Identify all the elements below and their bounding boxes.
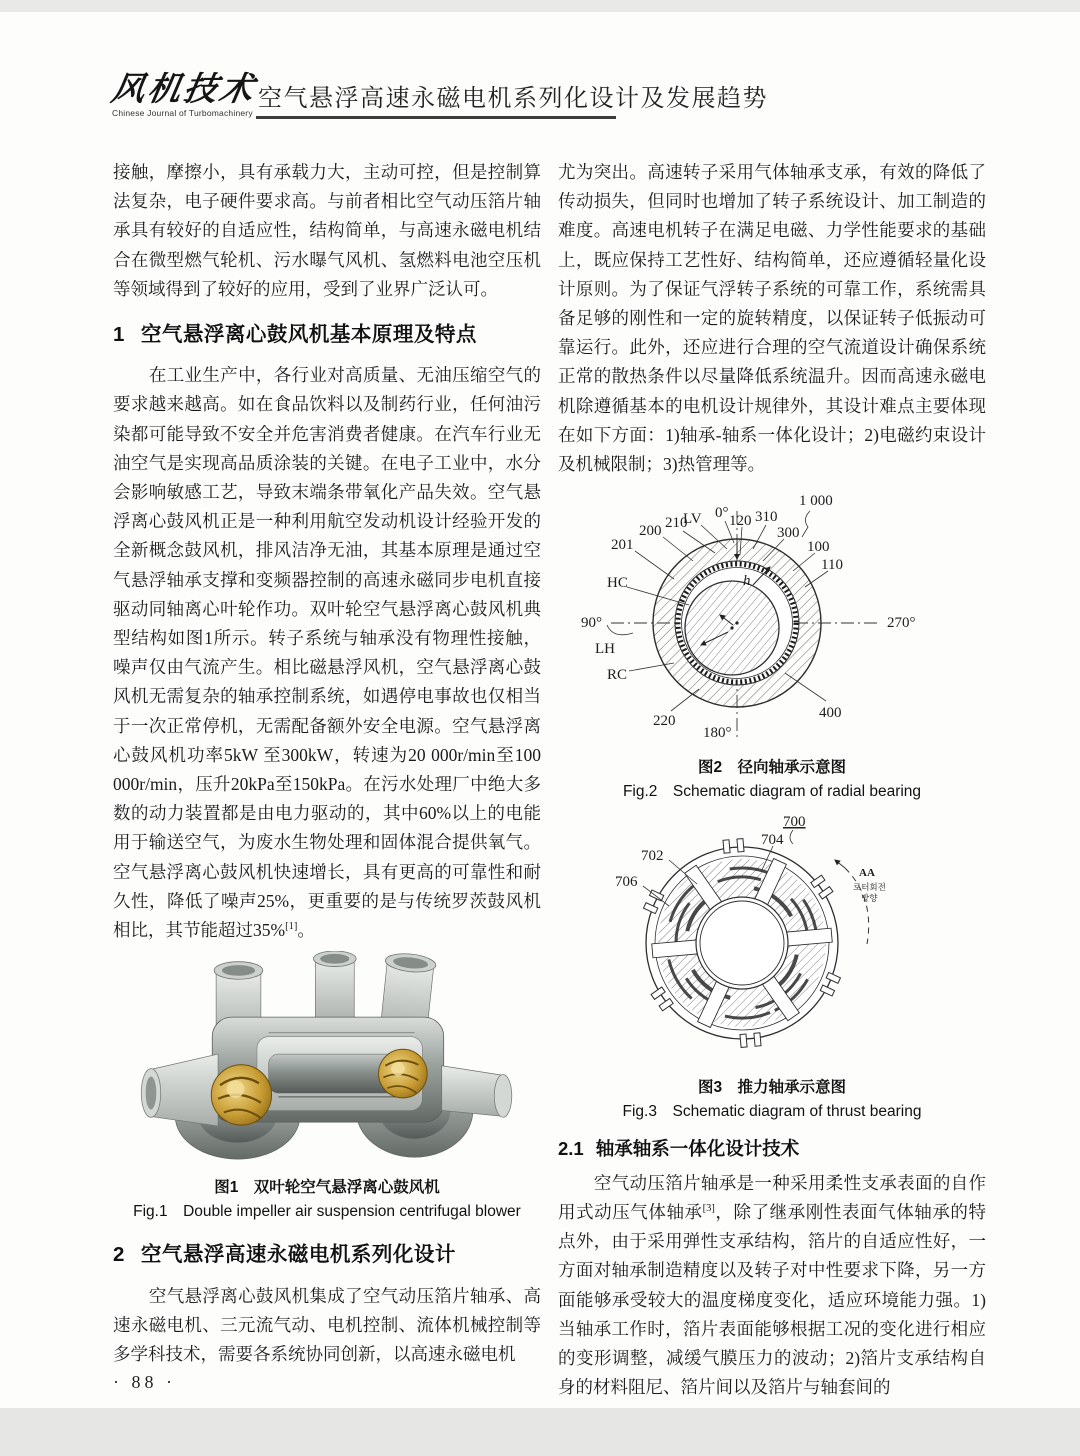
body-paragraph <box>113 361 541 945</box>
fig3-label-702: 702 <box>641 848 664 865</box>
running-title: 空气悬浮高速永磁电机系列化设计及发展趋势 <box>258 85 768 112</box>
fig2-label-lv: LV <box>683 511 702 528</box>
fig3-label-aa: AA <box>859 867 875 880</box>
thrust-bearing-figure <box>577 810 967 1062</box>
section-heading-2 <box>113 1240 541 1269</box>
left-column <box>113 158 541 1369</box>
page-header <box>108 64 992 134</box>
fig2-label-0deg: 0° <box>715 505 729 522</box>
fig2-label-180deg: 180° <box>703 725 732 742</box>
radial-bearing-figure <box>577 485 967 743</box>
fig3-label-aa-sub1: 로터회전 <box>853 882 886 893</box>
figure-2-caption-zh: 图2 径向轴承示意图 <box>697 759 847 777</box>
journal-logo-title: 风机技术 <box>108 69 260 108</box>
figure-2 <box>558 485 986 752</box>
fig2-label-400: 400 <box>819 705 842 722</box>
journal-logo-subtitle: Chinese Journal of Turbomachinery <box>112 108 253 118</box>
figure-1-caption <box>113 1176 541 1224</box>
fig2-label-lh: LH <box>595 641 615 658</box>
section-number: 2 <box>113 1243 125 1267</box>
body-paragraph <box>558 1169 986 1403</box>
subsection-heading-2-1 <box>558 1134 986 1163</box>
body-paragraph: 空气悬浮离心鼓风机集成了空气动压箔片轴承、高速永磁电机、三元流气动、电机控制、流体机械控制等多学科技术，需要各系统协同创新，以高速永磁电机 <box>113 1285 541 1365</box>
fig2-label-310: 310 <box>755 509 778 526</box>
subsection-title: 轴承轴系一体化设计技术 <box>595 1137 800 1159</box>
fig3-label-706: 706 <box>615 874 638 891</box>
citation-mark: [1] <box>285 921 298 933</box>
paragraph-text: 。 <box>297 920 315 941</box>
figure-2-caption <box>558 756 986 804</box>
figure-3 <box>558 810 986 1071</box>
section-title: 空气悬浮离心鼓风机基本原理及特点 <box>140 323 477 347</box>
fig2-label-200: 200 <box>639 523 662 540</box>
fig2-label-90deg: 90° <box>581 615 602 632</box>
scan-edge <box>0 1408 1080 1456</box>
fig2-label-220: 220 <box>653 713 676 730</box>
figure-2-caption-en: Fig.2 Schematic diagram of radial bearing <box>622 783 922 801</box>
fig2-label-rc: RC <box>607 667 628 684</box>
inlet-pipe-mid <box>313 951 356 1027</box>
paragraph-text: 空气动压箔片轴承是一种采用柔性支承表面的自作用式动压气体轴承 <box>558 1172 986 1223</box>
page-number: · 88 · <box>113 1372 176 1392</box>
blower-render-image <box>122 951 532 1163</box>
fig3-label-704: 704 <box>761 832 784 849</box>
paragraph-text: ，除了继承刚性表面气体轴承的特点外，由于采用弹性支承结构，箔片的自适应性好，一方面对轴承制造精度以及转子对中性要求下降，另一方面能够承受较大的温度梯度变化，适应环境能力强。1)当轴承工作时，箔片表面能够根据工况的变化进行相应的变形调整，减缓气膜压力的波动；2)箔片支承结构自身的材料阻尼、箔片间以及箔片与轴套间的 <box>558 1202 986 1398</box>
fig2-label-300: 300 <box>777 525 800 542</box>
figure-3-caption-en: Fig.3 Schematic diagram of thrust bearing <box>622 1102 922 1120</box>
fig2-label-1000: 1 000 <box>799 493 833 510</box>
figure-3-caption <box>558 1076 986 1124</box>
fig2-label-210: 210 <box>665 515 688 532</box>
figure-1-caption-zh: 图1 双叶轮空气悬浮离心鼓风机 <box>214 1179 440 1197</box>
paragraph-text: 在工业生产中，各行业对高质量、无油压缩空气的要求越来越高。如在食品饮料以及制药行业，任何油污染都可能导致不安全并危害消费者健康。在汽车行业无油空气是实现高品质涂装的关键。在电子工业中，水分会影响敏感工艺，导致末端条带氧化产品失效。空气悬浮离心鼓风机正是一种利用航空发动机设计经验开发的全新概念鼓风机，排风洁净无油，其基本原理是通过空气悬浮轴承支撑和变频器控制的高速永磁同步电机直接驱动同轴离心叶轮作功。双叶轮空气悬浮离心鼓风机典型结构如图1所示。转子系统与轴承没有物理性接触，噪声仅由气流产生。相比磁悬浮风机，空气悬浮离心鼓风机无需复杂的轴承控制系统，如遇停电事故也仅相当于一次正常停机，无需配备额外安全电源。空气悬浮离心鼓风机功率5kW 至300kW，转速为20 000r/min至100 000r/min，压升20kPa至150kPa。在污水处理厂中绝大多数的动力装置都是由电力驱动的，其中60%以上的电能用于输送空气，为废水生物处理和固体混合提供氧气。空气悬浮离心鼓风机快速增长，具有更高的可靠性和耐久性，降低了噪声25%，更重要的是与传统罗茨鼓风机相比，其节能超过35% <box>113 365 541 941</box>
figure-1 <box>113 951 541 1172</box>
journal-logo <box>108 69 260 118</box>
fig2-label-h: h <box>743 573 751 590</box>
figure-1-caption-en: Fig.1 Double impeller air suspension centrifugal blower <box>133 1203 521 1221</box>
fig3-label-700: 700 <box>783 814 806 831</box>
fig2-label-hc: HC <box>607 575 628 592</box>
fig2-label-270deg: 270° <box>887 615 916 632</box>
subsection-number: 2.1 <box>558 1137 584 1159</box>
figure-3-caption-zh: 图3 推力轴承示意图 <box>697 1078 847 1096</box>
fig3-label-aa-sub2: 방향 <box>861 893 878 904</box>
fig2-label-120: 120 <box>729 513 752 530</box>
section-heading-1 <box>113 320 541 349</box>
fig2-label-110: 110 <box>821 557 843 574</box>
impeller-left <box>211 1065 271 1125</box>
fig2-label-201: 201 <box>611 537 634 554</box>
thrust-bearing-body <box>644 839 841 1048</box>
header-rule <box>256 116 616 119</box>
citation-mark: [3] <box>702 1203 715 1215</box>
right-column <box>558 158 986 1402</box>
body-paragraph: 尤为突出。高速转子采用气体轴承支承，有效的降低了传动损失，但同时也增加了转子系统设计、加工制造的难度。高速电机转子在满足电磁、力学性能要求的基础上，既应保持工艺性好、结构简单，还应遵循轻量化设计原则。为了保证气浮转子系统的可靠工作，系统需具备足够的刚性和一定的旋转精度，以保证转子低振动可靠运行。此外，还应进行合理的空气流道设计确保系统正常的散热条件以尽量降低系统温升。因而高速永磁电机除遵循基本的电机设计规律外，其设计难点主要体现在如下方面：1)轴承-轴系一体化设计；2)电磁约束设计及机械限制；3)热管理等。 <box>558 162 986 475</box>
section-number: 1 <box>113 323 125 347</box>
body-paragraph: 接触，摩擦小，具有承载力大，主动可控，但是控制算法复杂，电子硬件要求高。与前者相比空气动压箔片轴承具有较好的自适应性，结构简单，与高速永磁电机结合在微型燃气轮机、污水曝气风机、氢燃料电池空压机等领域得到了较好的应用，受到了业界广泛认可。 <box>113 162 541 299</box>
impeller-right <box>379 1050 428 1099</box>
paper-page <box>0 12 1080 1408</box>
section-title: 空气悬浮高速永磁电机系列化设计 <box>140 1243 456 1267</box>
fig2-label-100: 100 <box>807 539 830 556</box>
